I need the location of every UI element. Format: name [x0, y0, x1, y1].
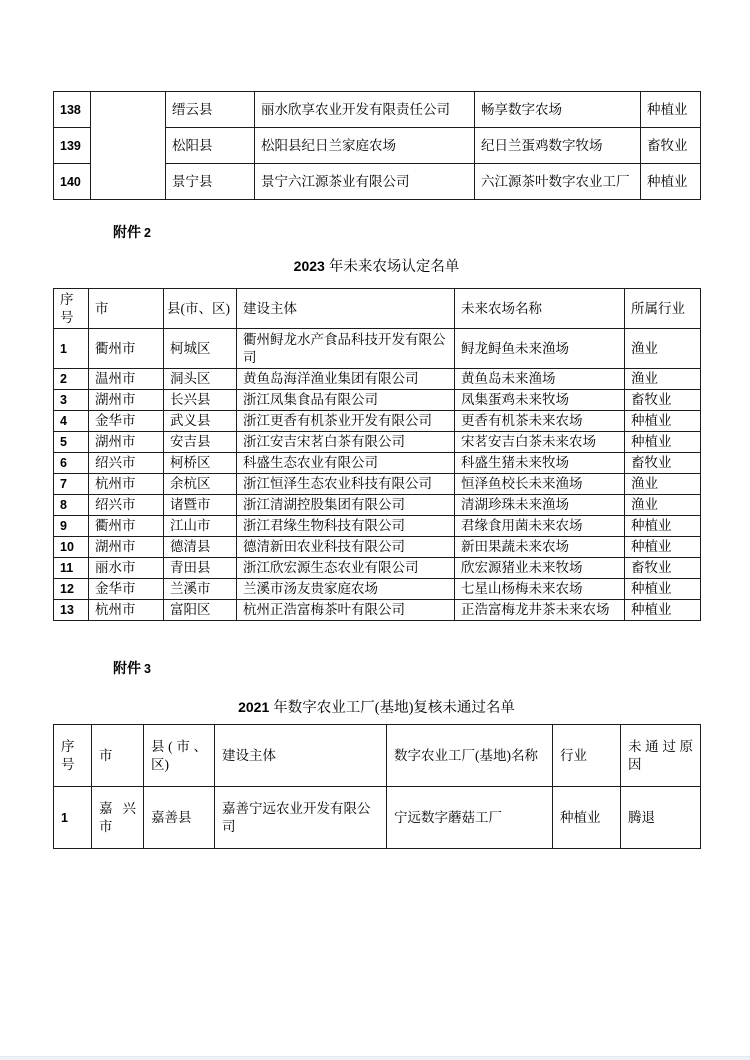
cell-farm-name: 六江源茶叶数字农业工厂: [475, 164, 641, 200]
page-bottom-edge: [0, 1056, 750, 1060]
cell-industry: 种植业: [553, 787, 621, 849]
cell-industry: 种植业: [641, 164, 701, 200]
cell-industry: 渔业: [625, 495, 701, 516]
table-row: [54, 495, 701, 516]
cell-farm-name: 宋茗安吉白茶未来农场: [455, 432, 625, 453]
table-row: [54, 432, 701, 453]
cell-farm-name: 七星山杨梅未来农场: [455, 579, 625, 600]
cell-city: 衢州市: [89, 329, 164, 369]
cell-industry: 渔业: [625, 369, 701, 390]
title-year: 2023: [293, 258, 325, 274]
header-industry: 所属行业: [625, 289, 701, 329]
header-no: 序号: [54, 289, 89, 329]
cell-builder: 杭州正浩富梅茶叶有限公司: [237, 600, 455, 621]
attachment-label: 附件: [113, 660, 141, 676]
cell-no: 6: [54, 453, 89, 474]
table-row: [54, 411, 701, 432]
cell-city: 湖州市: [89, 432, 164, 453]
cell-county: 富阳区: [164, 600, 237, 621]
table-row: [54, 600, 701, 621]
table-digital-farms-continuation: [53, 91, 701, 200]
cell-industry: 种植业: [625, 579, 701, 600]
cell-industry: 种植业: [625, 537, 701, 558]
cell-farm-name: 畅享数字农场: [475, 92, 641, 128]
cell-no: 10: [54, 537, 89, 558]
cell-county: 缙云县: [166, 92, 255, 128]
cell-builder: 科盛生态农业有限公司: [237, 453, 455, 474]
cell-no: 7: [54, 474, 89, 495]
cell-county: 柯桥区: [164, 453, 237, 474]
cell-no: 4: [54, 411, 89, 432]
cell-city: 杭州市: [89, 474, 164, 495]
table-header-row: [54, 725, 701, 787]
cell-county: 柯城区: [164, 329, 237, 369]
cell-industry: 畜牧业: [625, 453, 701, 474]
cell-no: 1: [54, 787, 92, 849]
attachment-number: 3: [144, 662, 151, 676]
cell-no: 11: [54, 558, 89, 579]
cell-builder: 松阳县纪日兰家庭农场: [255, 128, 475, 164]
cell-farm-name: 鲟龙鲟鱼未来渔场: [455, 329, 625, 369]
cell-county: 江山市: [164, 516, 237, 537]
cell-no: 140: [54, 164, 91, 200]
header-farm-name: 未来农场名称: [455, 289, 625, 329]
cell-farm-name: 清湖珍珠未来渔场: [455, 495, 625, 516]
cell-factory-name: 宁远数字蘑菇工厂: [387, 787, 553, 849]
cell-builder: 黄鱼岛海洋渔业集团有限公司: [237, 369, 455, 390]
cell-county: 松阳县: [166, 128, 255, 164]
cell-city-merged-blank: [91, 92, 166, 200]
cell-no: 3: [54, 390, 89, 411]
table-row: [54, 474, 701, 495]
cell-industry: 种植业: [625, 411, 701, 432]
header-builder: 建设主体: [237, 289, 455, 329]
header-city: 市: [92, 725, 144, 787]
cell-county: 兰溪市: [164, 579, 237, 600]
cell-city: 湖州市: [89, 390, 164, 411]
title-year: 2021: [238, 699, 270, 715]
cell-no: 2: [54, 369, 89, 390]
cell-city: 衢州市: [89, 516, 164, 537]
cell-builder: 浙江欣宏源生态农业有限公司: [237, 558, 455, 579]
cell-no: 8: [54, 495, 89, 516]
cell-city: 绍兴市: [89, 495, 164, 516]
cell-builder: 浙江安吉宋茗白茶有限公司: [237, 432, 455, 453]
header-county: 县(市、区): [144, 725, 215, 787]
table-row: [54, 787, 701, 849]
cell-county: 安吉县: [164, 432, 237, 453]
cell-city: 绍兴市: [89, 453, 164, 474]
cell-county: 诸暨市: [164, 495, 237, 516]
cell-city: 金华市: [89, 579, 164, 600]
table-row: [54, 558, 701, 579]
title-text: 年未来农场认定名单: [328, 259, 460, 275]
cell-no: 139: [54, 128, 91, 164]
table-row: [54, 579, 701, 600]
cell-farm-name: 正浩富梅龙井茶未来农场: [455, 600, 625, 621]
table-2023-future-farms: [53, 288, 701, 621]
cell-builder: 浙江恒泽生态农业科技有限公司: [237, 474, 455, 495]
cell-county: 景宁县: [166, 164, 255, 200]
attachment-2-heading: [113, 224, 151, 241]
cell-builder: 兰溪市汤友贵家庭农场: [237, 579, 455, 600]
cell-industry: 种植业: [625, 432, 701, 453]
list-title-2021-review-failed: [53, 698, 700, 717]
cell-builder: 景宁六江源茶业有限公司: [255, 164, 475, 200]
table-2021-review-failed: [53, 724, 701, 849]
cell-builder: 浙江君缘生物科技有限公司: [237, 516, 455, 537]
table-row: [54, 516, 701, 537]
cell-builder: 浙江清湖控股集团有限公司: [237, 495, 455, 516]
attachment-3-heading: [113, 660, 151, 677]
cell-builder: 丽水欣享农业开发有限责任公司: [255, 92, 475, 128]
table-header-row: [54, 289, 701, 329]
header-county: 县(市、区): [164, 289, 237, 329]
cell-farm-name: 凤集蛋鸡未来牧场: [455, 390, 625, 411]
cell-builder: 德清新田农业科技有限公司: [237, 537, 455, 558]
list-title-2023-future-farms: [53, 257, 700, 276]
cell-builder: 浙江凤集食品有限公司: [237, 390, 455, 411]
cell-farm-name: 欣宏源猪业未来牧场: [455, 558, 625, 579]
cell-farm-name: 黄鱼岛未来渔场: [455, 369, 625, 390]
cell-no: 13: [54, 600, 89, 621]
header-no: 序号: [54, 725, 92, 787]
cell-farm-name: 君缘食用菌未来农场: [455, 516, 625, 537]
cell-industry: 种植业: [625, 600, 701, 621]
cell-builder: 浙江更香有机茶业开发有限公司: [237, 411, 455, 432]
cell-city: 嘉兴市: [92, 787, 144, 849]
cell-county: 洞头区: [164, 369, 237, 390]
cell-county: 德清县: [164, 537, 237, 558]
cell-industry: 渔业: [625, 329, 701, 369]
cell-county: 嘉善县: [144, 787, 215, 849]
cell-farm-name: 新田果蔬未来农场: [455, 537, 625, 558]
table-row: [54, 329, 701, 369]
cell-city: 金华市: [89, 411, 164, 432]
header-builder: 建设主体: [215, 725, 387, 787]
table-row: [54, 390, 701, 411]
cell-fail-reason: 腾退: [621, 787, 701, 849]
cell-builder: 衢州鲟龙水产食品科技开发有限公司: [237, 329, 455, 369]
table-row: [54, 92, 701, 128]
table-row: [54, 369, 701, 390]
cell-farm-name: 纪日兰蛋鸡数字牧场: [475, 128, 641, 164]
header-industry: 行业: [553, 725, 621, 787]
cell-builder: 嘉善宁远农业开发有限公司: [215, 787, 387, 849]
cell-no: 138: [54, 92, 91, 128]
cell-no: 5: [54, 432, 89, 453]
cell-no: 1: [54, 329, 89, 369]
cell-county: 长兴县: [164, 390, 237, 411]
cell-industry: 种植业: [625, 516, 701, 537]
cell-industry: 畜牧业: [641, 128, 701, 164]
cell-industry: 渔业: [625, 474, 701, 495]
header-fail-reason: 未通过原因: [621, 725, 701, 787]
title-text: 年数字农业工厂(基地)复核未通过名单: [273, 700, 515, 716]
attachment-label: 附件: [113, 224, 141, 240]
table-row: [54, 453, 701, 474]
cell-county: 武义县: [164, 411, 237, 432]
cell-city: 丽水市: [89, 558, 164, 579]
cell-farm-name: 恒泽鱼校长未来渔场: [455, 474, 625, 495]
cell-city: 温州市: [89, 369, 164, 390]
cell-industry: 畜牧业: [625, 390, 701, 411]
table-row: [54, 537, 701, 558]
cell-farm-name: 更香有机茶未来农场: [455, 411, 625, 432]
cell-city: 湖州市: [89, 537, 164, 558]
header-factory-name: 数字农业工厂(基地)名称: [387, 725, 553, 787]
cell-industry: 种植业: [641, 92, 701, 128]
cell-county: 余杭区: [164, 474, 237, 495]
attachment-number: 2: [144, 226, 151, 240]
header-city: 市: [89, 289, 164, 329]
cell-city: 杭州市: [89, 600, 164, 621]
cell-industry: 畜牧业: [625, 558, 701, 579]
cell-no: 9: [54, 516, 89, 537]
cell-farm-name: 科盛生猪未来牧场: [455, 453, 625, 474]
cell-county: 青田县: [164, 558, 237, 579]
cell-no: 12: [54, 579, 89, 600]
